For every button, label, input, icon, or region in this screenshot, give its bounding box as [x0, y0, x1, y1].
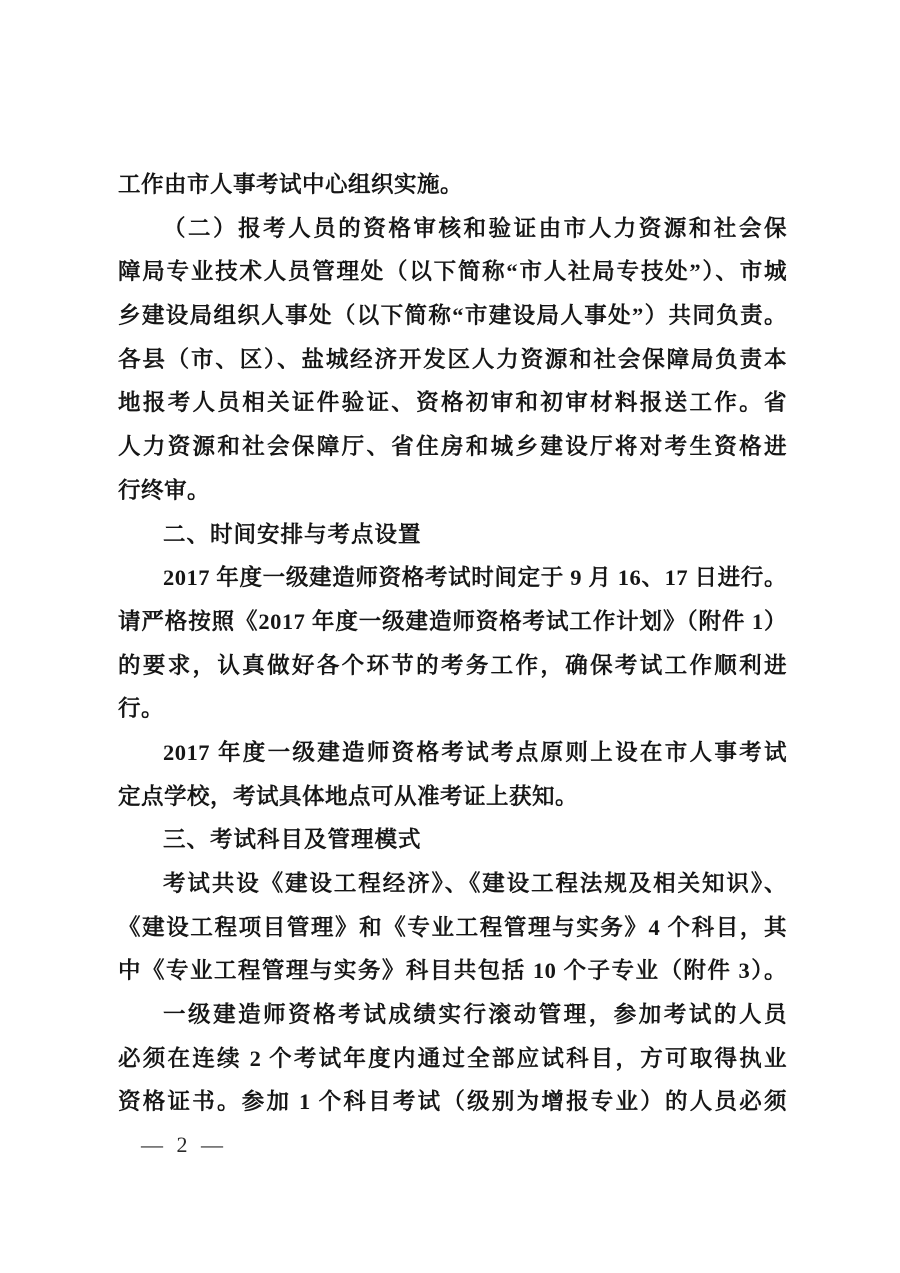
section-heading-2: 二、时间安排与考点设置 — [163, 521, 422, 547]
page-number: — 2 — — [141, 1132, 224, 1157]
text-line: 障局专业技术人员管理处（以下简称“市人社局专技处”）、市城 — [118, 259, 787, 285]
text-line: 一级建造师资格考试成绩实行滚动管理，参加考试的人员 — [163, 1002, 787, 1028]
text-line: （二）报考人员的资格审核和验证由市人力资源和社会保 — [163, 215, 787, 241]
text-line: 资格证书。参加 1 个科目考试（级别为增报专业）的人员必须 — [118, 1089, 787, 1115]
text-line: 2017 年度一级建造师资格考试考点原则上设在市人事考试 — [163, 739, 787, 765]
text-line: 中《专业工程管理与实务》科目共包括 10 个子专业（附件 3）。 — [118, 958, 787, 984]
text-line: 地报考人员相关证件验证、资格初审和初审材料报送工作。省 — [118, 390, 787, 416]
text-line: 请严格按照《2017 年度一级建造师资格考试工作计划》（附件 1） — [118, 608, 787, 634]
text-line: 行。 — [118, 696, 165, 722]
text-line: 必须在连续 2 个考试年度内通过全部应试科目，方可取得执业 — [118, 1045, 787, 1071]
text-line: 各县（市、区）、盐城经济开发区人力资源和社会保障局负责本 — [118, 346, 787, 372]
text-line: 定点学校，考试具体地点可从准考证上获知。 — [118, 783, 579, 809]
text-line: 行终审。 — [118, 477, 211, 503]
document-body — [118, 163, 787, 1124]
text-line: 人力资源和社会保障厅、省住房和城乡建设厅将对考生资格进 — [118, 434, 787, 460]
text-line: 乡建设局组织人事处（以下简称“市建设局人事处”）共同负责。 — [118, 303, 787, 329]
text-line: 工作由市人事考试中心组织实施。 — [118, 172, 464, 197]
section-heading-3: 三、考试科目及管理模式 — [163, 827, 422, 853]
text-line: 2017 年度一级建造师资格考试时间定于 9 月 16、17 日进行。 — [163, 565, 787, 591]
text-line: 考试共设《建设工程经济》、《建设工程法规及相关知识》、 — [163, 871, 787, 896]
text-line: 的要求，认真做好各个环节的考务工作，确保考试工作顺利进 — [118, 652, 787, 678]
text-line: 《建设工程项目管理》和《专业工程管理与实务》4 个科目，其 — [118, 914, 787, 940]
